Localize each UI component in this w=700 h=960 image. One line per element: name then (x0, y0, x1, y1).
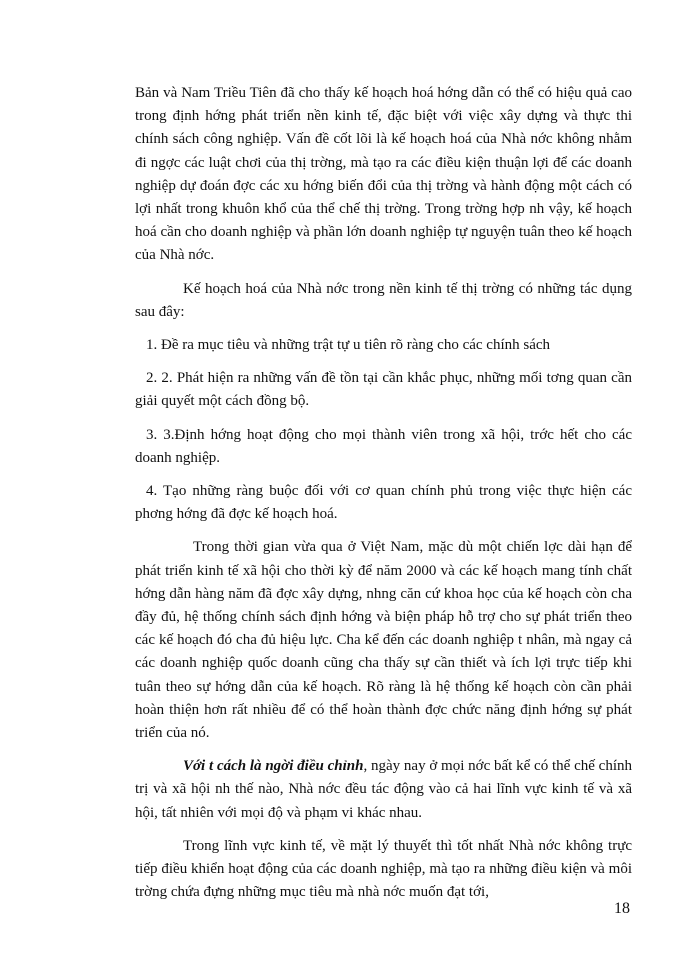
page-number: 18 (614, 900, 630, 917)
paragraph-intro: Bản và Nam Triều Tiên đã cho thấy kế hoạch hoá hớng dẫn có thể có hiệu quả cao trong định hớng phát triển nền kinh tế, đặc biệt với việc xây dựng và thực thi chính sách công nghiệp. Vấn đề cốt lõi là kế hoạch hoá của Nhà nớc không nhằm đi ngợc các luật chơi của thị trờng, mà tạo ra các điều kiện thuận lợi để các doanh nghiệp dự đoán đợc các xu hớng biến đổi của thị trờng và hành động một cách có lợi nhất trong khuôn khổ của thể chế thị trờng. Trong trờng hợp nh vậy, kế hoạch hoá cần cho doanh nghiệp và phần lớn doanh nghiệp tự nguyện tuân theo kế hoạch của Nhà nớc. (135, 85, 632, 264)
paragraph-regulator-role (135, 755, 632, 825)
emphasis-phrase: Với t cách là ngời điều chỉnh (183, 758, 364, 775)
paragraph-vietnam: Trong thời gian vừa qua ở Việt Nam, mặc dù một chiến lợc dài hạn để phát triển kinh tế xã hội cho thời kỳ để năm 2000 và các kế hoạch mang tính chất hớng dẫn hàng năm đã đợc xây dựng, nhng căn cứ khoa học của kế hoạch còn cha đầy đủ, hệ thống chính sách định hớng và biện pháp hỗ trợ cho sự phát triển theo các kế hoạch đó cha đủ hiệu lực. Cha kể đến các doanh nghiệp t nhân, mà ngay cả các doanh nghiệp quốc doanh cũng cha thấy sự cần thiết và ích lợi trực tiếp khi tuân theo sự hớng dẫn của kế hoạch. Rõ ràng là hệ thống kế hoạch còn cần phải hoàn thiện hơn rất nhiều để có thể hoàn thành đợc chức năng định hớng sự phát triển của nó. (135, 539, 632, 742)
list-item-4: 4. Tạo những ràng buộc đối với cơ quan chính phủ trong việc thực hiện các phơng hớng đã đợc kế hoạch hoá. (135, 483, 632, 523)
list-item-2: 2. 2. Phát hiện ra những vấn đề tồn tại cần khắc phục, những mối tơng quan cần giải quyết một cách đồng bộ. (135, 370, 632, 410)
list-item-1: 1. Đề ra mục tiêu và những trật tự u tiên rõ ràng cho các chính sách (146, 337, 551, 354)
paragraph-economic-field: Trong lĩnh vực kinh tế, về mặt lý thuyết thì tốt nhất Nhà nớc không trực tiếp điều khiển hoạt động của các doanh nghiệp, mà tạo ra những điều kiện và môi trờng chứa đựng những mục tiêu mà nhà nớc muốn đạt tới, (135, 837, 632, 901)
paragraph-rest: , ngày nay ở mọi nớc bất kể có thể chế chính trị và xã hội nh thế nào, Nhà nớc đều tác động vào cả hai lĩnh vực kinh tế và xã hội, tất nhiên với mọi độ và phạm vi khác nhau. (135, 758, 633, 821)
paragraph-planning-effects: Kế hoạch hoá của Nhà nớc trong nền kinh tế thị trờng có những tác dụng sau đây: (135, 280, 632, 320)
list-item-3: 3. 3.Định hớng hoạt động cho mọi thành viên trong xã hội, trớc hết cho các doanh nghiệp. (135, 426, 632, 466)
